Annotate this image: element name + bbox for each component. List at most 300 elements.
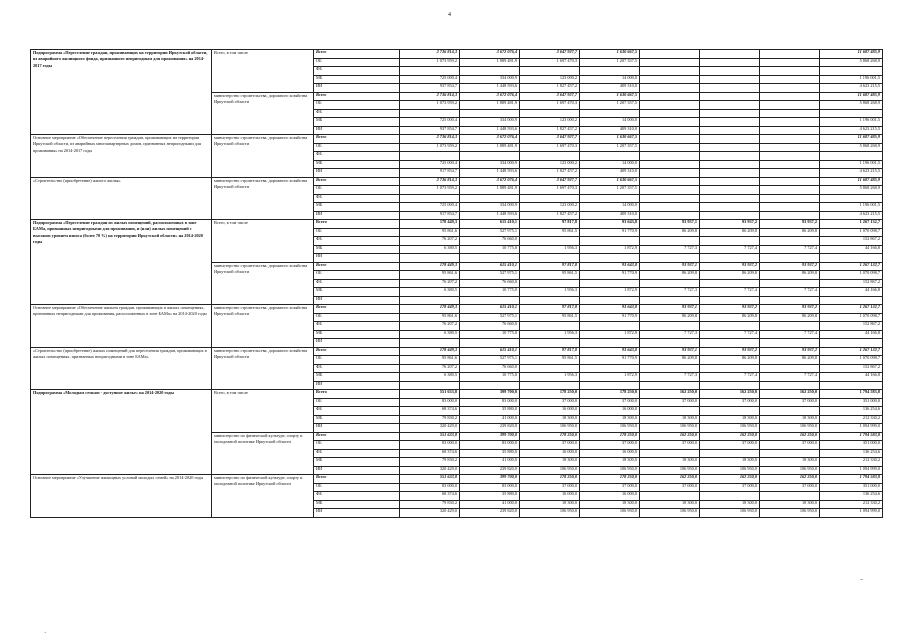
value-cell — [640, 296, 700, 305]
value-cell: 93 937,1 — [640, 347, 700, 356]
value-cell: 725 000,4 — [400, 160, 460, 169]
value-cell: 86 209,8 — [700, 313, 760, 322]
value-cell: 106 950,0 — [760, 466, 820, 475]
table-row — [31, 347, 883, 356]
value-cell: 14 000,0 — [580, 75, 640, 84]
value-cell — [640, 92, 700, 101]
value-cell: 76 660,0 — [460, 364, 520, 373]
value-cell — [760, 126, 820, 135]
value-cell: 91 770,9 — [580, 356, 640, 365]
value-cell: 1 872,9 — [580, 330, 640, 339]
value-cell — [700, 50, 760, 59]
total-value-cell: 44 166,8 — [820, 245, 883, 254]
value-cell: 18 300,0 — [580, 500, 640, 509]
value-cell: 83 000,0 — [400, 398, 460, 407]
funding-source-cell: ОБ — [314, 186, 400, 195]
value-cell — [760, 75, 820, 84]
table-row — [31, 177, 883, 186]
value-cell: 16 000,0 — [580, 492, 640, 501]
value-cell — [700, 67, 760, 76]
value-cell — [700, 449, 760, 458]
value-cell: 3 672 076,4 — [460, 177, 520, 186]
value-cell: 7 727,4 — [760, 245, 820, 254]
value-cell: 123 000,2 — [520, 75, 580, 84]
total-value-cell: 1 794 583,8 — [820, 390, 883, 399]
value-cell: 320 429,0 — [400, 509, 460, 518]
value-cell: 37 000,0 — [520, 398, 580, 407]
funding-source-cell: МБ — [314, 458, 400, 467]
value-cell — [520, 152, 580, 161]
value-cell: 18 300,0 — [640, 415, 700, 424]
value-cell: 37 000,0 — [640, 441, 700, 450]
funding-source-cell: МБ — [314, 288, 400, 297]
value-cell: 68 374,6 — [400, 449, 460, 458]
value-cell: 93 937,2 — [700, 347, 760, 356]
value-cell: 178 250,0 — [580, 432, 640, 441]
value-cell: 37 000,0 — [520, 483, 580, 492]
value-cell: 725 000,4 — [400, 203, 460, 212]
value-cell: 615 410,1 — [460, 347, 520, 356]
value-cell — [400, 194, 460, 203]
total-value-cell: 11 687 485,9 — [820, 50, 883, 59]
value-cell — [640, 177, 700, 186]
total-value-cell: 152 867,2 — [820, 279, 883, 288]
value-cell: 16 000,0 — [520, 407, 580, 416]
funding-source-cell: МБ — [314, 203, 400, 212]
funding-source-cell: Всего — [314, 262, 400, 271]
value-cell: 162 250,0 — [760, 390, 820, 399]
value-cell — [760, 67, 820, 76]
total-value-cell: 1 794 583,8 — [820, 432, 883, 441]
value-cell: 10 775,0 — [460, 288, 520, 297]
value-cell: 937 854,7 — [400, 126, 460, 135]
executor-cell: министерство строительства, дорожного хозяйства Иркутской области — [212, 305, 314, 348]
funding-source-cell: МБ — [314, 245, 400, 254]
value-cell: 2 736 814,3 — [400, 92, 460, 101]
value-cell — [640, 203, 700, 212]
page-number: 4 — [448, 12, 451, 18]
value-cell: 3 647 927,7 — [520, 135, 580, 144]
value-cell — [520, 237, 580, 246]
funding-source-cell: Всего — [314, 347, 400, 356]
value-cell: 1 207 357,5 — [580, 58, 640, 67]
value-cell: 41 000,0 — [460, 458, 520, 467]
value-cell: 334 000,9 — [460, 118, 520, 127]
funding-source-cell: ИИ — [314, 381, 400, 390]
value-cell: 527 975,1 — [460, 271, 520, 280]
value-cell: 76 660,0 — [460, 279, 520, 288]
program-description: «Строительство (приобретение) жилого жилья» — [31, 177, 212, 220]
funding-source-cell: МБ — [314, 415, 400, 424]
value-cell: 97 817,8 — [520, 305, 580, 314]
value-cell: 178 449,3 — [400, 347, 460, 356]
value-cell: 86 209,8 — [640, 271, 700, 280]
value-cell: 399 700,0 — [460, 390, 520, 399]
funding-source-cell: ИИ — [314, 254, 400, 263]
funding-source-cell: ФБ — [314, 194, 400, 203]
value-cell — [520, 194, 580, 203]
value-cell — [760, 211, 820, 220]
value-cell — [760, 279, 820, 288]
value-cell — [520, 67, 580, 76]
value-cell: 95 861,6 — [400, 228, 460, 237]
value-cell: 1 827 457,2 — [520, 211, 580, 220]
value-cell: 37 000,0 — [760, 398, 820, 407]
total-value-cell: 5 868 268,9 — [820, 143, 883, 152]
value-cell: 14 000,0 — [580, 118, 640, 127]
value-cell — [640, 186, 700, 195]
value-cell: 1 956,3 — [520, 373, 580, 382]
value-cell: 178 449,3 — [400, 305, 460, 314]
funding-source-cell: МБ — [314, 373, 400, 382]
value-cell: 1 872,9 — [580, 245, 640, 254]
value-cell: 178 250,0 — [580, 475, 640, 484]
value-cell: 409 310,0 — [580, 169, 640, 178]
value-cell: 76 660,0 — [460, 322, 520, 331]
value-cell: 14 000,0 — [580, 160, 640, 169]
value-cell: 178 250,0 — [580, 390, 640, 399]
funding-source-cell: ИИ — [314, 169, 400, 178]
value-cell: 1 697 470,3 — [520, 101, 580, 110]
funding-source-cell: ОБ — [314, 143, 400, 152]
value-cell: 1 073 959,2 — [400, 58, 460, 67]
total-value-cell: 1 267 132,7 — [820, 347, 883, 356]
value-cell: 86 209,8 — [760, 313, 820, 322]
total-value-cell: 1 070 098,7 — [820, 228, 883, 237]
value-cell: 409 310,0 — [580, 84, 640, 93]
value-cell: 91 770,9 — [580, 228, 640, 237]
value-cell — [640, 381, 700, 390]
total-value-cell: 5 868 268,9 — [820, 186, 883, 195]
funding-source-cell: ИИ — [314, 424, 400, 433]
funding-source-cell: ИИ — [314, 126, 400, 135]
funding-source-cell: ФБ — [314, 152, 400, 161]
value-cell: 37 000,0 — [700, 483, 760, 492]
value-cell — [640, 449, 700, 458]
total-value-cell — [820, 254, 883, 263]
funding-source-cell: Всего — [314, 305, 400, 314]
value-cell: 162 250,0 — [640, 390, 700, 399]
funding-source-cell: Всего — [314, 135, 400, 144]
funding-source-cell: ИИ — [314, 466, 400, 475]
value-cell: 93 937,1 — [640, 262, 700, 271]
funding-source-cell: ОБ — [314, 483, 400, 492]
value-cell: 2 736 814,3 — [400, 135, 460, 144]
total-value-cell: 1 267 132,7 — [820, 220, 883, 229]
funding-source-cell: ОБ — [314, 271, 400, 280]
value-cell — [580, 322, 640, 331]
value-cell: 37 000,0 — [700, 398, 760, 407]
value-cell — [580, 279, 640, 288]
funding-source-cell: ОБ — [314, 228, 400, 237]
total-value-cell: 212 330,2 — [820, 415, 883, 424]
value-cell — [700, 152, 760, 161]
value-cell: 615 410,1 — [460, 305, 520, 314]
value-cell: 239 820,0 — [460, 509, 520, 518]
table-row — [31, 475, 883, 484]
value-cell — [760, 194, 820, 203]
value-cell — [700, 492, 760, 501]
value-cell: 86 209,8 — [700, 228, 760, 237]
value-cell: 7 727,4 — [700, 288, 760, 297]
value-cell — [760, 135, 820, 144]
total-value-cell: 11 687 485,9 — [820, 135, 883, 144]
value-cell — [700, 364, 760, 373]
value-cell: 178 449,3 — [400, 262, 460, 271]
value-cell — [760, 169, 820, 178]
value-cell: 10 775,0 — [460, 245, 520, 254]
value-cell: 97 817,8 — [520, 220, 580, 229]
total-value-cell: 351 000,0 — [820, 398, 883, 407]
value-cell: 10 775,0 — [460, 373, 520, 382]
value-cell: 37 000,0 — [520, 441, 580, 450]
total-value-cell: 1 094 999,0 — [820, 466, 883, 475]
value-cell — [760, 381, 820, 390]
total-value-cell: 152 867,2 — [820, 364, 883, 373]
program-description: Подпрограмма «Переселение граждан из жилых помещений, расположенных в зоне БАМа, признанных непригодными для проживания, и (или) жилых помещений с высоким уровнем износа (более 70 %) на территории Иркутской области» на 2014-2020 годы — [31, 220, 212, 305]
total-value-cell — [820, 152, 883, 161]
funding-source-cell: ОБ — [314, 356, 400, 365]
value-cell — [520, 254, 580, 263]
value-cell — [700, 92, 760, 101]
value-cell — [640, 407, 700, 416]
value-cell: 93 937,1 — [640, 220, 700, 229]
value-cell — [700, 381, 760, 390]
value-cell: 1 207 357,5 — [580, 186, 640, 195]
value-cell — [760, 203, 820, 212]
total-value-cell: 212 330,2 — [820, 458, 883, 467]
value-cell — [640, 254, 700, 263]
funding-source-cell: Всего — [314, 390, 400, 399]
value-cell — [760, 339, 820, 348]
total-value-cell: 4 623 215,5 — [820, 126, 883, 135]
value-cell — [640, 109, 700, 118]
value-cell: 93 937,2 — [760, 305, 820, 314]
value-cell: 95 861,5 — [520, 228, 580, 237]
value-cell: 18 300,0 — [760, 415, 820, 424]
total-value-cell: 1 196 001,5 — [820, 160, 883, 169]
funding-source-cell: ФБ — [314, 492, 400, 501]
value-cell: 1 956,3 — [520, 288, 580, 297]
value-cell — [760, 160, 820, 169]
value-cell: 239 820,0 — [460, 424, 520, 433]
value-cell: 18 300,0 — [580, 415, 640, 424]
value-cell: 18 300,0 — [640, 500, 700, 509]
value-cell: 37 000,0 — [640, 483, 700, 492]
value-cell — [700, 58, 760, 67]
value-cell — [700, 237, 760, 246]
value-cell — [520, 279, 580, 288]
value-cell — [580, 237, 640, 246]
funding-source-cell: Всего — [314, 220, 400, 229]
value-cell: 18 300,0 — [520, 500, 580, 509]
value-cell: 3 672 076,4 — [460, 135, 520, 144]
program-description: Подпрограмма «Молодым семьям - доступное жилье» на 2014-2020 годы — [31, 390, 212, 475]
value-cell: 178 250,0 — [520, 475, 580, 484]
funding-source-cell: ИИ — [314, 509, 400, 518]
value-cell: 162 250,0 — [760, 475, 820, 484]
value-cell: 1 448 593,6 — [460, 84, 520, 93]
value-cell: 7 727,4 — [760, 330, 820, 339]
value-cell: 6 380,5 — [400, 288, 460, 297]
value-cell — [460, 109, 520, 118]
value-cell: 1 827 457,2 — [520, 84, 580, 93]
value-cell: 1 956,3 — [520, 330, 580, 339]
value-cell — [700, 109, 760, 118]
scan-mark: - — [860, 574, 864, 585]
value-cell — [400, 109, 460, 118]
value-cell: 93 937,2 — [700, 220, 760, 229]
value-cell: 18 300,0 — [700, 415, 760, 424]
value-cell — [580, 67, 640, 76]
total-value-cell: 44 166,8 — [820, 288, 883, 297]
value-cell: 76 207,2 — [400, 237, 460, 246]
value-cell: 95 861,6 — [400, 271, 460, 280]
value-cell — [400, 254, 460, 263]
funding-source-cell: Всего — [314, 177, 400, 186]
value-cell: 725 000,4 — [400, 118, 460, 127]
value-cell: 37 000,0 — [580, 398, 640, 407]
value-cell — [520, 364, 580, 373]
value-cell: 178 250,0 — [520, 432, 580, 441]
executor-cell: министерство строительства, дорожного хозяйства Иркутской области — [212, 135, 314, 178]
value-cell: 93 937,1 — [640, 305, 700, 314]
funding-source-cell: ИИ — [314, 84, 400, 93]
value-cell: 76 207,2 — [400, 322, 460, 331]
value-cell: 1 448 593,6 — [460, 211, 520, 220]
value-cell: 37 000,0 — [580, 483, 640, 492]
value-cell — [760, 186, 820, 195]
value-cell — [760, 322, 820, 331]
value-cell: 106 950,0 — [640, 466, 700, 475]
value-cell — [760, 92, 820, 101]
value-cell: 18 300,0 — [700, 458, 760, 467]
value-cell: 162 250,0 — [700, 390, 760, 399]
program-description: Основное мероприятие «Обеспечение переселения граждан, проживающих на территории Иркутской области, из аварийных многоквартирных домов, признанных непригодными для проживания» на 2014-2017 годы — [31, 135, 212, 178]
value-cell: 178 250,0 — [520, 390, 580, 399]
value-cell: 106 950,0 — [700, 509, 760, 518]
value-cell: 334 000,9 — [460, 203, 520, 212]
value-cell: 527 975,1 — [460, 228, 520, 237]
value-cell: 162 250,0 — [640, 432, 700, 441]
value-cell: 334 000,9 — [460, 160, 520, 169]
value-cell: 97 817,8 — [520, 347, 580, 356]
funding-source-cell: ИИ — [314, 339, 400, 348]
value-cell: 3 672 076,4 — [460, 50, 520, 59]
funding-source-cell: ОБ — [314, 58, 400, 67]
value-cell: 93 643,8 — [580, 262, 640, 271]
value-cell: 1 956,3 — [520, 245, 580, 254]
executor-cell: министерство строительства, дорожного хозяйства Иркутской области — [212, 92, 314, 135]
value-cell: 106 950,0 — [520, 509, 580, 518]
value-cell: 615 410,1 — [460, 262, 520, 271]
executor-cell: Всего, в том числе — [212, 50, 314, 93]
value-cell: 725 000,4 — [400, 75, 460, 84]
value-cell: 37 000,0 — [640, 398, 700, 407]
executor-cell: министерство по физической культуре, спорту и молодежной политике Иркутской области — [212, 475, 314, 518]
value-cell — [460, 296, 520, 305]
value-cell: 37 000,0 — [760, 441, 820, 450]
funding-source-cell: МБ — [314, 500, 400, 509]
total-value-cell: 1 196 001,5 — [820, 203, 883, 212]
value-cell: 16 000,0 — [520, 449, 580, 458]
value-cell: 1 827 457,2 — [520, 169, 580, 178]
total-value-cell: 351 000,0 — [820, 441, 883, 450]
value-cell: 6 380,5 — [400, 373, 460, 382]
value-cell — [640, 75, 700, 84]
table-row — [31, 220, 883, 229]
value-cell: 16 000,0 — [520, 492, 580, 501]
value-cell — [640, 118, 700, 127]
funding-source-cell: ФБ — [314, 322, 400, 331]
value-cell — [460, 194, 520, 203]
funding-source-cell: ОБ — [314, 313, 400, 322]
value-cell: 93 937,2 — [760, 347, 820, 356]
value-cell: 1 207 357,5 — [580, 101, 640, 110]
value-cell — [400, 381, 460, 390]
total-value-cell: 136 254,6 — [820, 407, 883, 416]
value-cell — [580, 381, 640, 390]
value-cell: 7 727,4 — [700, 245, 760, 254]
total-value-cell: 351 000,0 — [820, 483, 883, 492]
value-cell: 76 207,2 — [400, 364, 460, 373]
value-cell: 16 000,0 — [580, 449, 640, 458]
value-cell — [580, 254, 640, 263]
value-cell — [400, 296, 460, 305]
value-cell — [700, 339, 760, 348]
budget-table — [30, 49, 883, 518]
value-cell — [580, 364, 640, 373]
value-cell — [520, 322, 580, 331]
value-cell: 37 000,0 — [700, 441, 760, 450]
value-cell: 76 660,0 — [460, 237, 520, 246]
total-value-cell: 1 794 583,8 — [820, 475, 883, 484]
funding-source-cell: МБ — [314, 160, 400, 169]
value-cell: 93 937,2 — [700, 262, 760, 271]
value-cell — [520, 296, 580, 305]
funding-source-cell: ОБ — [314, 441, 400, 450]
value-cell: 93 643,8 — [580, 347, 640, 356]
value-cell — [640, 492, 700, 501]
value-cell — [460, 152, 520, 161]
value-cell: 527 975,1 — [460, 313, 520, 322]
total-value-cell: 5 868 268,9 — [820, 101, 883, 110]
value-cell — [700, 135, 760, 144]
value-cell: 162 250,0 — [700, 432, 760, 441]
value-cell — [640, 135, 700, 144]
total-value-cell — [820, 296, 883, 305]
value-cell: 3 647 927,7 — [520, 177, 580, 186]
total-value-cell: 152 867,2 — [820, 237, 883, 246]
total-value-cell — [820, 339, 883, 348]
value-cell: 106 950,0 — [700, 466, 760, 475]
value-cell: 1 872,9 — [580, 373, 640, 382]
value-cell: 18 300,0 — [760, 500, 820, 509]
value-cell: 917 854,7 — [400, 169, 460, 178]
value-cell: 239 820,0 — [460, 466, 520, 475]
executor-cell: Всего, в том числе — [212, 390, 314, 433]
value-cell — [700, 169, 760, 178]
table-row — [31, 305, 883, 314]
funding-source-cell: ОБ — [314, 398, 400, 407]
value-cell — [760, 296, 820, 305]
funding-source-cell: ФБ — [314, 449, 400, 458]
value-cell — [640, 152, 700, 161]
value-cell: 95 861,6 — [400, 356, 460, 365]
value-cell: 7 727,3 — [640, 245, 700, 254]
value-cell: 86 209,8 — [700, 271, 760, 280]
value-cell — [760, 407, 820, 416]
